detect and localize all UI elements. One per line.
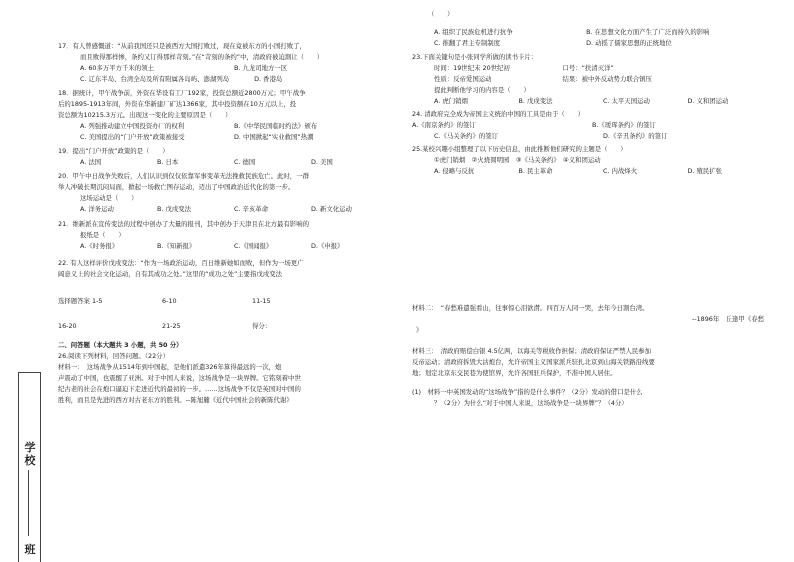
q23-stem: 23.下面关键句是小张同学所做的读书卡片： [412, 52, 538, 61]
q26-material-1-line-2: 声震动了中国，也震醒了亚洲。对于中国人来说，这场战争是一块界牌。它铭刻着中世 [58, 374, 301, 382]
question-21 [58, 219, 388, 252]
q21-option-b[interactable]: B.《知新报》 [157, 242, 196, 250]
q23-nature: 性质：反帝爱国运动 [434, 74, 492, 83]
q17-option-d[interactable]: D. 香港岛 [254, 75, 283, 83]
q18-options-cd [58, 132, 388, 143]
q25-stem: 25.某校兴趣小组整理了以下历史信息，由此推断他们研究的主题是（ ） [412, 144, 627, 153]
q23-options [412, 96, 772, 107]
q21-option-a[interactable]: A.《时务报》 [80, 242, 119, 250]
sub-question-1-line-1: (1) 材料一中英国发动的“这场战争”指的是什么事件？（2分）发动的借口是什么 [412, 387, 643, 396]
material-3-line-2: 反帝运动；清政府拆毁大沽炮台，允许帝国主义国家派兵驻扎北京到山海关铁路沿线要 [412, 357, 655, 366]
right-column [412, 0, 772, 409]
q18-stem-3: 资总额为10215.3万元。出现这一变化的主要原因是（ ） [58, 111, 232, 119]
answer-11-15: 11-15 [252, 297, 271, 305]
q20-stem-1: 20．甲午中日战争失败后，人们认识到仅仅依靠军事变革无法挽救民族危亡。此时，一群 [58, 172, 309, 180]
q24-option-a[interactable]: A.《南京条约》的签订 [412, 120, 476, 129]
q19-option-d[interactable]: D. 美国 [311, 158, 333, 166]
q17-option-a[interactable]: A. 60多万平方千米的领土 [80, 64, 154, 72]
q23-time: 时间：19世纪末 20世纪初 [434, 63, 510, 72]
q25-option-a[interactable]: A. 侵略与反抗 [434, 166, 475, 175]
q25-option-c[interactable]: C. 内战烽火 [603, 166, 638, 175]
material-2-source: --1896年 丘逢甲《春愁 [691, 314, 764, 323]
q26-material-1-line-3: 纪古老的社会在炮口逼迫下走进近代的最初的一步。……这场战争不仅是英国对中国的 [58, 385, 301, 393]
q19-stem: 19．提出“门户开放”政策的是（ ） [58, 147, 169, 155]
binding-line [28, 470, 29, 536]
q17-stem-2: 而且败得那样惨，条约又订得那样苛刻。”在“苛刻的条约”中，清政府被迫割让（ ） [80, 53, 324, 61]
answer-21-25: 21-25 [162, 322, 181, 330]
q19-options [58, 157, 388, 168]
q23-option-b[interactable]: B. 戊戌变法 [518, 96, 553, 105]
q25-option-d[interactable]: D. 殖民扩张 [687, 166, 723, 175]
material-2-source-end: 》 [416, 325, 423, 334]
q20-options [58, 204, 388, 215]
question-23 [412, 52, 772, 107]
q17-options-ab [58, 63, 388, 74]
q20-option-d[interactable]: D. 新文化运动 [311, 205, 352, 213]
q26-material-1-line-1: 材料一： 这场战争从1514年到中国起，是他们派遣326年算得最远的一次，炮 [58, 363, 282, 371]
class-label: 班 [24, 543, 36, 556]
q24-stem: 24. 清政府完全成为帝国主义统治中国的工具是由于（ ） [412, 109, 584, 118]
question-25 [412, 144, 772, 177]
q22-option-d[interactable]: D. 动摇了儒家思想的正统地位 [586, 38, 672, 47]
q23-option-d[interactable]: D. 义和团运动 [687, 96, 729, 105]
q23-slogan: 口号：“扶清灭洋” [562, 63, 614, 72]
q26-stem: 26.阅读下列材料，回答问题。（22分） [58, 352, 169, 360]
q20-option-c[interactable]: C. 辛亥革命 [234, 205, 269, 213]
left-column [58, 0, 388, 406]
answer-label-1-5: 选择题答案 1-5 [58, 297, 103, 305]
material-2 [412, 303, 772, 336]
q17-options-cd [58, 74, 388, 85]
material-3 [412, 346, 772, 379]
q18-option-b[interactable]: B.《中华民国临时约法》颁布 [234, 122, 318, 130]
q23-line-2 [412, 74, 772, 85]
q22-option-c[interactable]: C. 推翻了君主专制制度 [434, 38, 501, 47]
q18-options-ab [58, 121, 388, 132]
q18-stem-2: 后的1895-1913年间，外资在华新建厂矿达1366家，其中投资额在10万元以上，投 [58, 100, 297, 108]
q22-options-ab [412, 27, 772, 38]
answer-row-1 [58, 296, 388, 307]
material-2-line-1: 材料二： “春愁难遣强看山，往事惊心泪欲潸。四百万人同一哭，去年今日割台湾。 [412, 303, 649, 312]
q17-option-c[interactable]: C. 辽东半岛、台湾全岛及所有附属各岛屿、澎湖列岛 [80, 75, 230, 83]
q23-option-c[interactable]: C. 太平天国运动 [603, 96, 650, 105]
q22-stem-1: 22. 有人这样评价戊戌变法：“作为一场政治运动，百日维新她如而败，但作为一场更广 [58, 259, 304, 267]
school-label: 学校 [24, 441, 36, 467]
q22-options-cd [412, 38, 772, 49]
question-20 [58, 171, 388, 215]
q19-option-a[interactable]: A. 法国 [80, 158, 102, 166]
answer-16-20: 16-20 [58, 322, 77, 330]
q21-option-d[interactable]: D.《申报》 [311, 242, 344, 250]
q24-option-c[interactable]: C.《马关条约》的签订 [434, 131, 499, 140]
question-17 [58, 41, 388, 85]
q22-option-b[interactable]: B. 在思想文化方面产生了广泛而持久的影响 [586, 27, 710, 36]
question-18 [58, 88, 388, 143]
q18-option-c[interactable]: C. 美国提出的“门户开放”政策被接受 [80, 133, 185, 141]
q25-option-b[interactable]: B. 民主革命 [518, 166, 553, 175]
q24-option-d[interactable]: D.《辛丑条约》的签订 [603, 131, 668, 140]
q25-options [412, 166, 772, 177]
q18-stem-1: 18．据统计，甲午战争前，外资在华设有工厂192家，投资总额近2800万元；甲午战争 [58, 89, 306, 97]
binding-margin [18, 372, 41, 562]
q18-option-a[interactable]: A. 列强推动建立中国投资办厂的权利 [80, 122, 185, 130]
q23-result: 结果：被中外反动势力联合镇压 [562, 74, 652, 83]
q23-option-a[interactable]: A. 虎门销烟 [434, 96, 468, 105]
q22-option-a[interactable]: A. 组织了民族危机进行抗争 [434, 27, 513, 36]
q17-stem-1: 17．有人曾感慨道：“从前我国还只是被西方大国打败过，现在竟被东方的小国打败了， [58, 42, 306, 50]
q21-stem-2: 报纸是（ ） [80, 231, 125, 239]
q21-option-c[interactable]: C.《国闻报》 [234, 242, 273, 250]
q24-option-b[interactable]: B.《瑷珲条约》的签订 [592, 120, 656, 129]
q20-stem-3: 这场运动是（ ） [80, 194, 138, 202]
q26-material-1-line-4: 胜利，而且是先进的西方对古老东方的胜利。--陈旭麓《近代中国社会的新陈代谢》 [58, 396, 293, 404]
answer-6-10: 6-10 [162, 297, 177, 305]
q17-option-b[interactable]: B. 九龙司地方一区 [234, 64, 288, 72]
q19-option-b[interactable]: B. 日本 [157, 158, 179, 166]
question-26 [58, 351, 388, 406]
q20-stem-2: 举人冲破长期沉闷局面，掀起一场救亡图存运动，迈出了中国政治近代化的第一步。 [58, 183, 295, 191]
section-2-heading: 二、问答题（本大题共 3 小题，共 50 分） [58, 341, 183, 349]
q24-options-cd [412, 131, 772, 142]
q23-line-1 [412, 63, 772, 74]
sub-question-1 [412, 387, 772, 409]
q20-option-a[interactable]: A. 洋务运动 [80, 205, 114, 213]
q21-stem-1: 21．维新派在宣传变法的过程中创办了大量的报刊，其中创办于天津且在北方最有影响的 [58, 220, 309, 228]
question-24 [412, 109, 772, 142]
q21-options [58, 241, 388, 252]
q23-judgement: 提此判断他学习的内容是（ ） [434, 85, 530, 94]
material-3-line-1: 材料三： 清政府赔偿白银 4.5亿两，以海关等税收作担保；清政府保证严禁人民参加 [412, 346, 652, 355]
sub-question-1-line-2: ？（2分）为什么“对于中国人来说，这场战争是一块界牌”？（4分） [434, 398, 628, 407]
score-label: 得分： [252, 322, 272, 330]
material-3-line-3: 地；划定北京东交民巷为使馆界，允许各国驻兵保护，不准中国人居住。 [412, 368, 617, 377]
question-19 [58, 146, 388, 168]
q25-items: ①虎门销烟 ②火烧圆明园 ③《马关条约》 ④义和团运动 [434, 155, 601, 164]
q22-stem-2: 阔意义上的社会文化运动，自有其成功之处。”这里的“成功之处”主要指戊戌变法 [58, 270, 283, 278]
q24-options-ab [412, 120, 772, 131]
q22-paren: （ ） [428, 10, 454, 19]
answer-row-2 [58, 321, 388, 332]
q19-option-c[interactable]: C. 德国 [234, 158, 256, 166]
q20-option-b[interactable]: B. 戊戌变法 [157, 205, 192, 213]
q18-option-d[interactable]: D. 中国掀起“实业救国”热潮 [234, 133, 314, 141]
question-22 [58, 258, 388, 280]
